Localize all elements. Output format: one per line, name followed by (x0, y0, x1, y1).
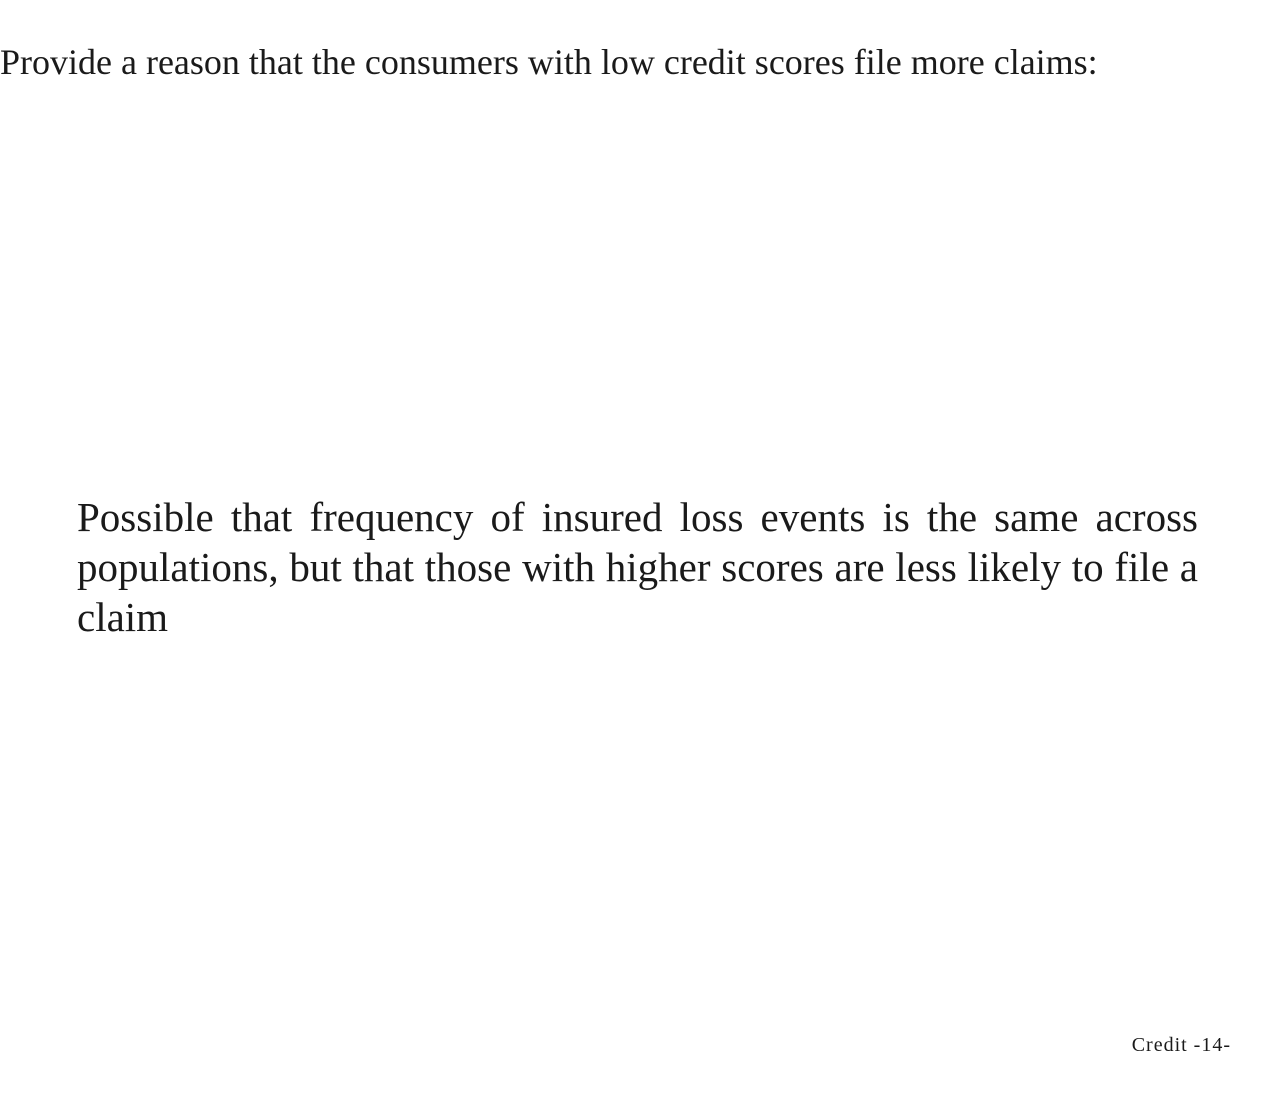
slide-footer: Credit -14- (1131, 1034, 1231, 1056)
slide-body-text: Possible that frequency of insured loss events is the same across populations, but that those with higher scores are less likely to file a claim (77, 494, 1198, 640)
slide-title: Provide a reason that the consumers with low credit scores file more claims: (0, 42, 1098, 82)
